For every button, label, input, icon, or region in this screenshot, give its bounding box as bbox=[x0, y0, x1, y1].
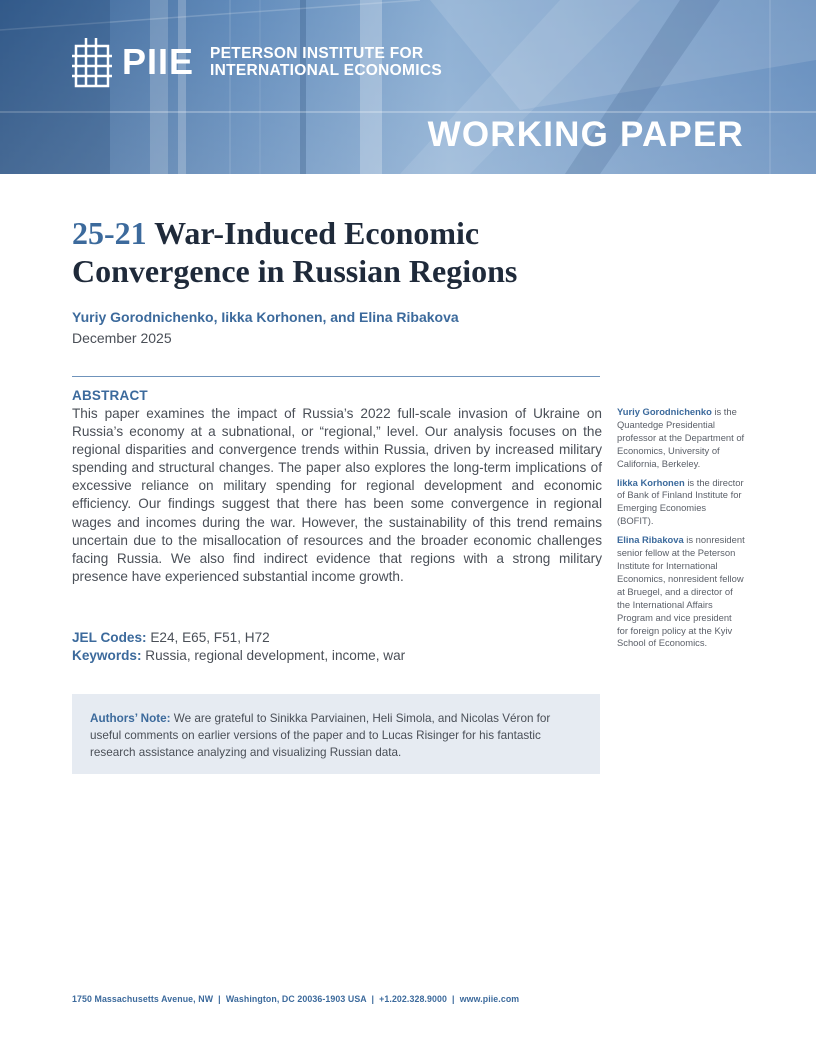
title-line2: Convergence in Russian Regions bbox=[72, 253, 518, 289]
document-type-label: WORKING PAPER bbox=[427, 115, 744, 154]
author-bio-text: is the director of Bank of Finland Institute for Emerging Economies (BOFIT). bbox=[617, 476, 744, 527]
abstract-heading: ABSTRACT bbox=[72, 388, 148, 403]
keywords-value: Russia, regional development, income, war bbox=[141, 648, 406, 663]
organization-name-line1: PETERSON INSTITUTE FOR bbox=[210, 45, 424, 62]
footer-contact: 1750 Massachusetts Avenue, NW | Washington, DC 20036-1903 USA | +1.202.328.9000 | www.piie.com bbox=[72, 994, 520, 1004]
jel-codes-label: JEL Codes: bbox=[72, 630, 147, 645]
title-line1: War-Induced Economic bbox=[154, 215, 480, 251]
abstract-body: This paper examines the impact of Russia’s 2022 full-scale invasion of Ukraine on Russia’s economy at a subnational, or “regional,” level. Our analysis focuses on the regional disparities and convergence trends within Russia, driven by increased military spending and structural changes. The paper also explores the long-term implications of excessive reliance on military spending for regional development and economic efficiency. Our findings suggest that there has been some convergence in regional wages and incomes during the war. However, the sustainability of this trend remains uncertain due to the misallocation of resources and the broader economic challenges facing Russia. We also find indirect evidence that regions with a strong military presence have experienced substantial income growth. bbox=[72, 406, 602, 584]
paper-number: 25-21 bbox=[72, 215, 147, 251]
piie-logo[interactable] bbox=[72, 36, 442, 88]
jel-codes-value: E24, E65, F51, H72 bbox=[146, 630, 270, 645]
author-bio bbox=[617, 534, 745, 650]
author-bio-name: Yuriy Gorodnichenko bbox=[617, 406, 712, 417]
organization-name-line2: INTERNATIONAL ECONOMICS bbox=[210, 62, 442, 79]
logo-wordmark: PIIE bbox=[122, 41, 195, 82]
authors-note bbox=[72, 694, 600, 774]
author-bio-name: Elina Ribakova bbox=[617, 534, 684, 546]
author-bio-text: is the Quantedge Presidential professor at the Department of Economics, University of California, Berkeley. bbox=[617, 406, 745, 469]
section-divider bbox=[72, 376, 600, 377]
organization-name bbox=[210, 45, 442, 79]
author-bio-text: is nonresident senior fellow at the Peterson Institute for International Economics, nonresident fellow at Bruegel, and a director of the International Affairs Program and vice president for foreign policy at the Kyiv School of Economics. bbox=[617, 534, 745, 649]
building-logo-icon bbox=[72, 36, 112, 88]
author-bio bbox=[617, 406, 745, 471]
paper-title bbox=[72, 214, 672, 290]
author-bios-sidebar bbox=[617, 406, 745, 656]
publication-date: December 2025 bbox=[72, 330, 172, 346]
author-list: Yuriy Gorodnichenko, Iikka Korhonen, and Elina Ribakova bbox=[72, 309, 459, 325]
authors-note-label: Authors’ Note: bbox=[90, 712, 171, 725]
keywords-label: Keywords: bbox=[72, 648, 142, 663]
author-bio-name: Iikka Korhonen bbox=[617, 476, 685, 488]
header-banner bbox=[0, 0, 816, 174]
jel-codes bbox=[72, 629, 405, 647]
authors-note-text: We are grateful to Sinikka Parviainen, Heli Simola, and Nicolas Véron for useful comments on earlier versions of the paper and to Lucas Risinger for his fantastic research assistance analyzing and visualizing Russian data. bbox=[90, 712, 551, 759]
author-bio bbox=[617, 477, 745, 529]
keywords bbox=[72, 647, 405, 665]
paper-metadata bbox=[72, 629, 405, 665]
